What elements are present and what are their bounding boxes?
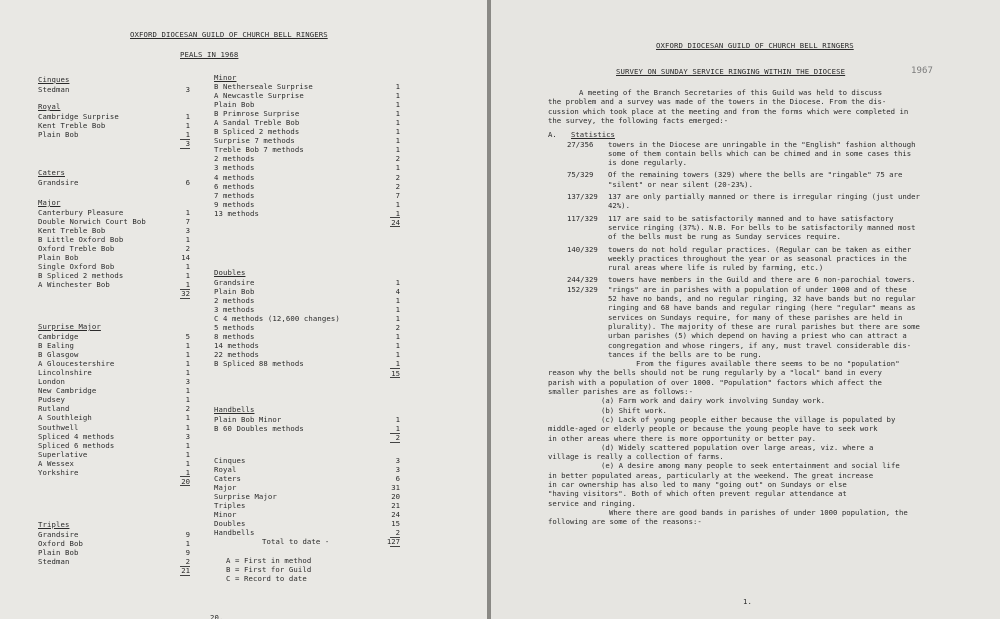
method-count: 1	[185, 359, 190, 369]
method-label: 4 methods	[214, 172, 255, 182]
method-count: 1	[395, 109, 400, 119]
method-count: 1	[395, 424, 400, 434]
method-label: Spliced 4 methods	[38, 431, 115, 441]
section-total: 15	[391, 368, 400, 378]
summary-label: Major	[214, 483, 237, 493]
method-label: Canterbury Pleasure	[38, 208, 124, 217]
section-title: Major	[38, 198, 61, 207]
method-count: 1	[395, 415, 400, 424]
method-count: 1	[185, 440, 190, 450]
section-title: Surprise Major	[38, 322, 101, 331]
method-count: 6	[185, 178, 190, 187]
summary-label: Caters	[214, 474, 241, 484]
total-rule	[390, 442, 400, 443]
stat-line: urban parishes (5) which depend on having a priest who can attract a	[608, 331, 907, 341]
summary-label: Doubles	[214, 519, 246, 529]
method-label: A Southleigh	[38, 413, 92, 423]
method-count: 1	[185, 458, 190, 468]
method-count: 1	[185, 341, 190, 351]
method-count: 1	[395, 341, 400, 351]
summary-label: Minor	[214, 510, 237, 520]
stat-line: Of the remaining towers (329) where the bells are "ringable" 75 are	[608, 170, 903, 180]
method-count: 1	[395, 118, 400, 128]
method-count: 3	[185, 431, 190, 441]
section-total: 32	[181, 289, 190, 299]
method-count: 1	[185, 449, 190, 459]
stat-ratio: 244/329	[567, 275, 598, 285]
method-count: 1	[395, 82, 400, 91]
method-label: Plain Bob	[214, 100, 255, 110]
method-label: New Cambridge	[38, 386, 97, 396]
legend-item: A = First in method	[226, 555, 312, 565]
method-label: 5 methods	[214, 323, 255, 333]
method-count: 1	[185, 271, 190, 281]
method-count: 1	[395, 332, 400, 342]
right-page	[491, 0, 1000, 619]
stat-ratio: 140/329	[567, 244, 598, 254]
total-rule	[390, 377, 400, 378]
method-label: Pudsey	[38, 395, 65, 405]
section-title: Statistics	[571, 130, 615, 140]
left-page-header: OXFORD DIOCESAN GUILD OF CHURCH BELL RINGERS	[130, 30, 328, 39]
method-label: Yorkshire	[38, 467, 79, 477]
method-label: Superlative	[38, 449, 88, 459]
stat-line: of the bells must be rung as Sunday services require.	[608, 232, 841, 242]
method-count: 7	[185, 217, 190, 227]
method-count: 1	[185, 368, 190, 378]
method-count: 1	[395, 100, 400, 110]
legend-item: B = First for Guild	[226, 564, 312, 574]
method-label: C 4 methods (12,600 changes)	[214, 314, 340, 324]
method-count: 9	[185, 548, 190, 558]
summary-count: 15	[391, 519, 400, 529]
total-rule	[390, 226, 400, 227]
stat-line: rural areas where life is ruled by farming, etc.)	[608, 263, 824, 273]
method-count: 1	[395, 145, 400, 155]
stat-line: tances if the bells are to be rung.	[608, 349, 762, 359]
section-title: Triples	[38, 520, 70, 529]
method-count: 1	[185, 386, 190, 396]
stat-line: 137 are only partially manned or there is irregular ringing (just under	[608, 192, 920, 201]
total-label: Total to date -	[262, 537, 330, 547]
stat-line: 117 are said to be satisfactorily manned and to have satisfactory	[608, 213, 894, 223]
stat-line: some of them contain bells which can be chimed and in some cases this	[608, 148, 912, 158]
method-label: 22 methods	[214, 350, 259, 360]
left-footer-number: 20.	[210, 613, 224, 619]
stat-line: services on Sundays require, for many of these parishes are held in	[608, 312, 903, 322]
method-count: 9	[185, 530, 190, 539]
summary-label: Handbells	[214, 528, 255, 538]
method-count: 1	[395, 127, 400, 137]
body-line: smaller parishes are as follows:-	[548, 387, 693, 396]
section-title: Doubles	[214, 268, 246, 277]
section-title: Minor	[214, 73, 237, 82]
method-label: 3 methods	[214, 163, 255, 173]
method-label: B Little Oxford Bob	[38, 235, 124, 245]
section-title: Royal	[38, 102, 61, 111]
method-label: B Spliced 2 methods	[38, 271, 124, 281]
stat-line: towers do not hold regular practices. (Regular can be taken as either	[608, 244, 912, 254]
method-label: 8 methods	[214, 332, 255, 342]
method-label: Plain Bob	[38, 548, 79, 558]
method-label: 7 methods	[214, 190, 255, 200]
year-stamp: 1967	[911, 66, 934, 76]
method-label: 2 methods	[214, 296, 255, 306]
section-total: 2	[395, 433, 400, 443]
intro-line: cussion which took place at the meeting and from the forms which were completed in	[548, 106, 909, 116]
method-count: 2	[395, 181, 400, 191]
method-count: 2	[185, 404, 190, 414]
method-count: 1	[395, 278, 400, 287]
stat-line: weekly practices throughout the year or as seasonal practices in the	[608, 253, 907, 263]
section-total: 3	[185, 139, 190, 149]
summary-count: 20	[391, 492, 400, 502]
method-count: 1	[395, 296, 400, 306]
total-rule	[180, 575, 190, 576]
method-count: 1	[395, 208, 400, 218]
body-line: parish with a population of over 1000. "Population" factors which affect the	[548, 377, 882, 387]
method-count: 5	[185, 332, 190, 341]
method-count: 1	[395, 163, 400, 173]
section-total: 24	[391, 217, 400, 227]
total-value: 127	[386, 537, 400, 547]
method-label: Treble Bob 7 methods	[214, 145, 304, 155]
method-label: A Sandal Treble Bob	[214, 118, 300, 128]
method-count: 1	[185, 539, 190, 549]
stat-line: is done regularly.	[608, 158, 688, 168]
method-count: 1	[395, 136, 400, 146]
method-count: 1	[185, 130, 190, 140]
summary-count: 21	[391, 501, 400, 511]
stat-ratio: 27/356	[567, 139, 594, 149]
total-rule	[390, 546, 400, 547]
summary-count: 6	[395, 474, 400, 484]
method-count: 1	[185, 235, 190, 245]
factor-line: service and ringing.	[548, 498, 636, 508]
method-label: B Primrose Surprise	[214, 109, 300, 119]
factor-line: "having visitors". Both of which often prevent regular attendance at	[548, 489, 847, 499]
method-count: 1	[185, 121, 190, 131]
right-page-number: 1.	[743, 597, 752, 606]
method-count: 1	[395, 359, 400, 369]
method-count: 3	[185, 226, 190, 236]
summary-count: 24	[391, 510, 400, 520]
method-count: 4	[395, 287, 400, 297]
closing-line: Where there are good bands in parishes of under 1000 population, the	[609, 507, 908, 517]
factor-line: in car ownership has also led to many "going out" on Sundays or else	[548, 480, 847, 489]
method-count: 1	[185, 467, 190, 477]
intro-line: the problem and a survey was made of the towers in the Diocese. From the dis-	[548, 97, 887, 107]
stat-line: plurality). The majority of these are rural parishes but there are some	[608, 321, 920, 331]
body-line: reason why the bells should not be rung regularly by a "local" band in every	[548, 368, 882, 378]
factor-line: village is really a collection of farms.	[548, 452, 724, 462]
method-count: 1	[395, 305, 400, 315]
method-label: 2 methods	[214, 154, 255, 164]
method-label: Southwell	[38, 422, 79, 432]
method-label: 9 methods	[214, 199, 255, 209]
method-label: B Glasgow	[38, 350, 79, 360]
section-title: Handbells	[214, 405, 255, 414]
closing-line: following are some of the reasons:-	[548, 517, 702, 527]
method-label: B 60 Doubles methods	[214, 424, 304, 434]
method-label: Oxford Treble Bob	[38, 244, 115, 254]
method-count: 1	[185, 112, 190, 121]
factor-line: (e) A desire among many people to seek entertainment and social life	[601, 461, 900, 471]
summary-count: 3	[395, 465, 400, 475]
method-label: Lincolnshire	[38, 368, 92, 378]
method-count: 1	[185, 350, 190, 360]
body-line: From the figures available there seems to be no "population"	[636, 359, 900, 369]
factor-line: in better populated areas, particularly at the weekend. The great increase	[548, 470, 874, 480]
summary-count: 3	[395, 456, 400, 465]
method-count: 1	[185, 280, 190, 290]
method-count: 2	[395, 154, 400, 164]
method-label: A Newcastle Surprise	[214, 91, 304, 101]
factor-line: in other areas where there is more opportunity or better pay.	[548, 433, 816, 443]
stat-line: service ringing (37%). N.B. For bells to be satisfactorily manned most	[608, 222, 916, 232]
stat-line: 52 have no bands, and no regular ringing, 32 have bands but no regular	[608, 294, 916, 303]
method-count: 1	[395, 350, 400, 360]
summary-label: Royal	[214, 465, 237, 475]
method-label: London	[38, 377, 65, 387]
section-title: Cinques	[38, 75, 70, 84]
method-label: Plain Bob Minor	[214, 415, 282, 424]
method-label: A Wessex	[38, 458, 74, 468]
method-count: 2	[185, 557, 190, 567]
stat-line: "rings" are in parishes with a population of under 1000 and of these	[608, 284, 907, 294]
method-label: Oxford Bob	[38, 539, 83, 549]
method-label: Rutland	[38, 404, 70, 414]
method-label: 6 methods	[214, 181, 255, 191]
summary-label: Triples	[214, 501, 246, 511]
section-title: Caters	[38, 168, 65, 177]
method-label: Stedman	[38, 85, 70, 94]
method-label: Plain Bob	[38, 253, 79, 263]
method-count: 2	[395, 323, 400, 333]
method-label: Grandsire	[38, 530, 79, 539]
stat-line: towers in the Diocese are unringable in the "English" fashion although	[608, 139, 916, 149]
method-count: 2	[185, 244, 190, 254]
method-count: 1	[185, 422, 190, 432]
stat-line: ringing and 68 have bands and regular ringing (here "regular" means as	[608, 303, 916, 313]
method-label: 13 methods	[214, 208, 259, 218]
method-count: 1	[395, 314, 400, 324]
legend-item: C = Record to date	[226, 573, 307, 583]
stat-line: towers have members in the Guild and there are 6 non-parochial towers.	[608, 275, 916, 285]
method-count: 1	[185, 262, 190, 272]
method-label: A Gloucestershire	[38, 359, 115, 369]
method-label: 14 methods	[214, 341, 259, 351]
method-count: 1	[185, 413, 190, 423]
stat-ratio: 137/329	[567, 192, 598, 201]
method-label: 3 methods	[214, 305, 255, 315]
method-count: 1	[185, 395, 190, 405]
factor-line: (b) Shift work.	[601, 405, 667, 415]
summary-count: 31	[391, 483, 400, 493]
stat-line: 42%).	[608, 201, 630, 211]
method-label: B Spliced 88 methods	[214, 359, 304, 369]
stat-ratio: 75/329	[567, 170, 594, 180]
method-label: Kent Treble Bob	[38, 121, 106, 131]
intro-line: A meeting of the Branch Secretaries of this Guild was held to discuss	[579, 88, 883, 97]
factor-line: (d) Widely scattered population over large areas, viz. where a	[601, 442, 874, 452]
method-label: Cambridge Surprise	[38, 112, 119, 121]
stat-ratio: 117/329	[567, 213, 598, 223]
total-rule	[180, 485, 190, 486]
stat-ratio: 152/329	[567, 284, 598, 294]
factor-line: (c) Lack of young people either because the village is populated by	[601, 414, 896, 424]
method-label: A Winchester Bob	[38, 280, 110, 290]
method-label: Spliced 6 methods	[38, 440, 115, 450]
method-label: Stedman	[38, 557, 70, 567]
section-letter: A.	[548, 130, 557, 140]
summary-label: Cinques	[214, 456, 246, 465]
section-total: 20	[181, 476, 190, 486]
method-label: Double Norwich Court Bob	[38, 217, 146, 227]
method-count: 7	[395, 190, 400, 200]
method-label: B Spliced 2 methods	[214, 127, 300, 137]
method-count: 1	[395, 91, 400, 101]
method-label: B Ealing	[38, 341, 74, 351]
stat-line: congregation and whose ringers, if any, must travel considerable dis-	[608, 340, 912, 350]
summary-count: 2	[395, 528, 400, 538]
method-count: 3	[185, 377, 190, 387]
total-rule	[180, 148, 190, 149]
section-total: 21	[181, 566, 190, 576]
method-count: 14	[181, 253, 190, 263]
method-count: 3	[185, 85, 190, 94]
left-page-subheader: PEALS IN 1968	[180, 50, 239, 59]
method-label: B Netherseale Surprise	[214, 82, 313, 91]
method-label: Kent Treble Bob	[38, 226, 106, 236]
right-page-header: OXFORD DIOCESAN GUILD OF CHURCH BELL RINGERS	[656, 41, 854, 50]
method-label: Surprise 7 methods	[214, 136, 295, 146]
method-label: Grandsire	[214, 278, 255, 287]
method-count: 1	[185, 208, 190, 217]
stat-line: "silent" or near silent (20-23%).	[608, 179, 753, 189]
method-label: Single Oxford Bob	[38, 262, 115, 272]
right-page-subheader: SURVEY ON SUNDAY SERVICE RINGING WITHIN THE DIOCESE	[616, 67, 846, 76]
method-label: Plain Bob	[38, 130, 79, 140]
factor-line: middle-aged or elderly people or because the young people have to seek work	[548, 424, 878, 434]
method-label: Cambridge	[38, 332, 79, 341]
intro-line: the survey, the following facts emerged:-	[548, 115, 729, 125]
method-count: 2	[395, 172, 400, 182]
factor-line: (a) Farm work and dairy work involving Sunday work.	[601, 396, 826, 406]
total-rule	[180, 298, 190, 299]
left-page	[0, 0, 487, 619]
method-label: Plain Bob	[214, 287, 255, 297]
summary-label: Surprise Major	[214, 492, 277, 502]
method-label: Grandsire	[38, 178, 79, 187]
method-count: 1	[395, 199, 400, 209]
